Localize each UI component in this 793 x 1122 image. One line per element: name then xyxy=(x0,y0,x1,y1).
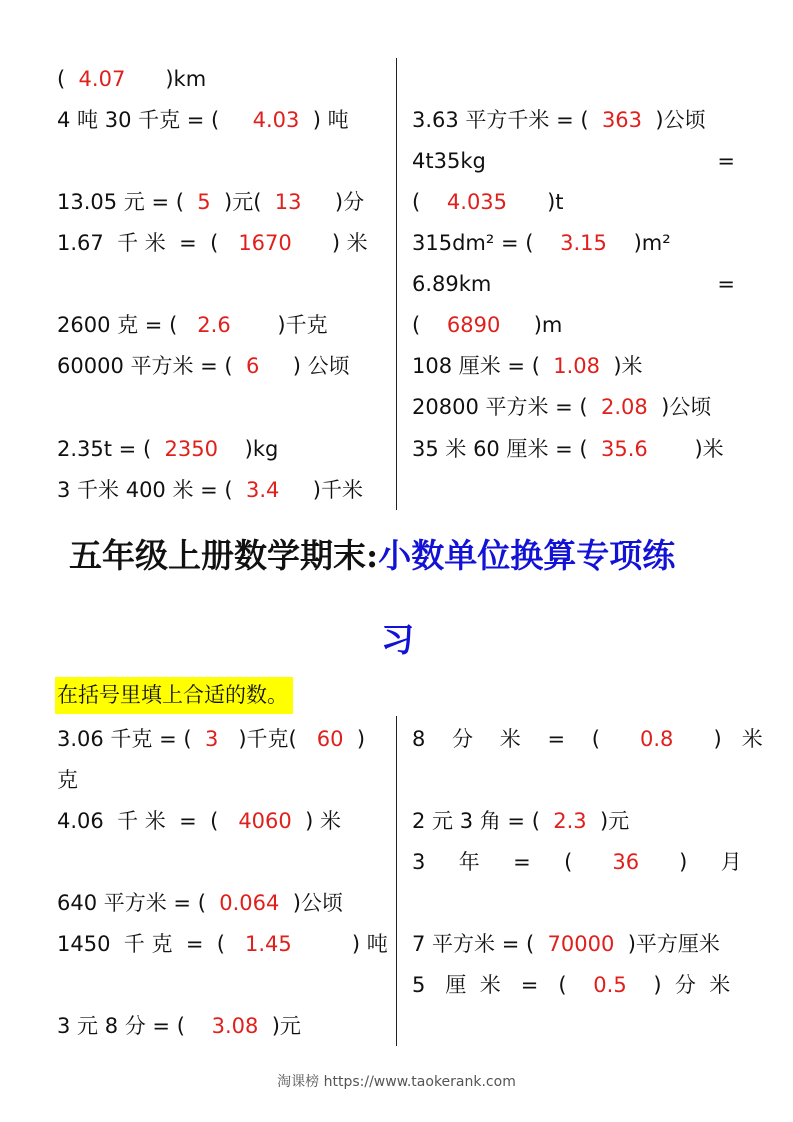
row-text: 2600 克 = ( xyxy=(57,313,198,337)
answer-value: 0.064 xyxy=(219,891,280,915)
title-prefix: 五年级上册数学期末: xyxy=(69,536,379,575)
title-topic-end: 习 xyxy=(381,620,414,659)
row-text: 8 分 米 = ( xyxy=(412,727,641,751)
row-text: )t xyxy=(507,190,564,214)
row-text: 2.35t = ( xyxy=(57,437,165,461)
bottom-left-row-3 xyxy=(57,890,343,916)
row-text: )米 xyxy=(647,437,724,461)
answer-value: 2.3 xyxy=(553,809,587,833)
row-text: )公顷 xyxy=(642,108,706,132)
bottom-right-row-4 xyxy=(412,931,720,957)
answer-value: 3.15 xyxy=(560,231,607,255)
row-text: )千克( xyxy=(218,727,317,751)
row-text: ) 米 xyxy=(291,809,341,833)
row-text: )千克 xyxy=(230,313,328,337)
top-left-row-4 xyxy=(57,230,368,256)
row-text: )平方厘米 xyxy=(614,932,720,956)
answer-value: 5 xyxy=(197,190,211,214)
row-text: )米 xyxy=(600,354,643,378)
answer-value: 3 xyxy=(204,727,219,751)
answer-value: 4.03 xyxy=(252,108,300,132)
answer-value: 4.07 xyxy=(78,67,126,91)
answer-value: 1670 xyxy=(238,231,292,255)
row-text: 60000 平方米 = ( xyxy=(57,354,246,378)
top-left-row-3 xyxy=(57,189,364,215)
answer-value: 0.5 xyxy=(593,973,627,997)
answer-value: 2.6 xyxy=(197,313,231,337)
equals-sign: = xyxy=(717,272,735,296)
row-text: 3 元 8 分 = ( xyxy=(57,1014,212,1038)
answer-value: 35.6 xyxy=(600,437,648,461)
top-right-row-7 xyxy=(412,353,643,379)
row-text: ( xyxy=(57,67,79,91)
top-left-row-6 xyxy=(57,353,350,379)
answer-value: 70000 xyxy=(547,932,615,956)
top-right-row-1 xyxy=(412,107,706,133)
row-text: 4t35kg xyxy=(412,149,486,173)
top-left-row-2 xyxy=(57,107,349,133)
row-text: 20800 平方米 = ( xyxy=(412,395,601,419)
bottom-left-row-4 xyxy=(57,931,388,957)
row-text: )元 xyxy=(586,809,630,833)
bottom-right-row-2 xyxy=(412,808,629,834)
row-text: ) 分 米 xyxy=(626,973,731,997)
top-right-row-4 xyxy=(412,230,671,256)
row-text: )公顷 xyxy=(647,395,712,419)
answer-value: 1.08 xyxy=(553,354,601,378)
row-text: )分 xyxy=(301,190,365,214)
answer-value: 2350 xyxy=(164,437,218,461)
row-text: 4 吨 30 千克 = ( xyxy=(57,108,253,132)
row-text: 5 厘 米 = ( xyxy=(412,973,594,997)
bottom-left-row-2 xyxy=(57,808,341,834)
top-right-row-3 xyxy=(412,189,564,215)
answer-value: 363 xyxy=(601,108,643,132)
top-right-row-8 xyxy=(412,394,711,420)
top-left-row-5 xyxy=(57,312,328,338)
page-title xyxy=(69,536,675,576)
bottom-right-row-3 xyxy=(412,849,742,875)
row-text: )kg xyxy=(217,437,279,461)
row-text: )公顷 xyxy=(279,891,343,915)
answer-value: 60 xyxy=(316,727,344,751)
bottom-right-row-5 xyxy=(412,972,730,998)
bottom-right-row-1 xyxy=(412,726,763,752)
row-text: ) xyxy=(343,727,366,751)
row-text: ) 吨 xyxy=(291,932,388,956)
row-text: )km xyxy=(125,67,207,91)
row-text: 3.06 千克 = ( xyxy=(57,727,205,751)
row-text: )m xyxy=(500,313,563,337)
row-text: 108 厘米 = ( xyxy=(412,354,554,378)
answer-value: 3.08 xyxy=(211,1014,259,1038)
row-text: )m² xyxy=(606,231,671,255)
row-text: 315dm² = ( xyxy=(412,231,561,255)
row-text: 3 千米 400 米 = ( xyxy=(57,478,246,502)
row-text: 3.63 平方千米 = ( xyxy=(412,108,602,132)
instruction-highlight: 在括号里填上合适的数。 xyxy=(55,677,293,714)
bottom-left-row-1-wrap xyxy=(57,767,78,793)
row-text: )千米 xyxy=(279,478,363,502)
answer-value: 13 xyxy=(274,190,302,214)
row-text: 7 平方米 = ( xyxy=(412,932,548,956)
row-text: ( xyxy=(412,190,447,214)
answer-value: 6 xyxy=(245,354,260,378)
top-left-row-8 xyxy=(57,477,363,503)
row-text: ) 公顷 xyxy=(259,354,350,378)
bottom-left-row-1 xyxy=(57,726,383,752)
row-text: 640 平方米 = ( xyxy=(57,891,220,915)
title-topic: 小数单位换算专项练 xyxy=(378,536,676,575)
row-text: 3 年 = ( xyxy=(412,850,613,874)
answer-value: 3.4 xyxy=(245,478,280,502)
row-text: ( xyxy=(412,313,447,337)
row-text: 克 xyxy=(57,768,78,792)
top-left-row-1 xyxy=(57,66,206,92)
row-text: ) 米 xyxy=(291,231,368,255)
answer-value: 36 xyxy=(612,850,640,874)
equals-sign: = xyxy=(717,149,735,173)
answer-value: 4060 xyxy=(238,809,292,833)
row-text: ) 米 xyxy=(673,727,763,751)
top-right-row-9 xyxy=(412,436,724,462)
row-text: 1450 千 克 = ( xyxy=(57,932,245,956)
answer-value: 6890 xyxy=(446,313,501,337)
top-right-row-5 xyxy=(412,271,735,297)
top-right-row-6 xyxy=(412,312,562,338)
answer-value: 4.035 xyxy=(446,190,508,214)
row-text: )元( xyxy=(210,190,275,214)
row-text: 35 米 60 厘米 = ( xyxy=(412,437,601,461)
bottom-column-divider xyxy=(396,716,397,1046)
row-text: 2 元 3 角 = ( xyxy=(412,809,554,833)
row-text: 6.89km xyxy=(412,272,492,296)
answer-value: 1.45 xyxy=(245,932,292,956)
row-text: 1.67 千 米 = ( xyxy=(57,231,239,255)
row-text: )元 xyxy=(258,1014,301,1038)
top-right-row-2 xyxy=(412,148,735,174)
top-left-row-7 xyxy=(57,436,278,462)
top-column-divider xyxy=(396,58,397,510)
row-text: ) 月 xyxy=(639,850,742,874)
row-text: ) 吨 xyxy=(299,108,349,132)
bottom-left-row-5 xyxy=(57,1013,301,1039)
footer-watermark: 淘课榜 https://www.taokerank.com xyxy=(277,1074,516,1090)
answer-value: 2.08 xyxy=(600,395,648,419)
row-text: 13.05 元 = ( xyxy=(57,190,198,214)
row-text: 4.06 千 米 = ( xyxy=(57,809,239,833)
page-title-continued xyxy=(381,620,414,660)
answer-value: 0.8 xyxy=(640,727,674,751)
